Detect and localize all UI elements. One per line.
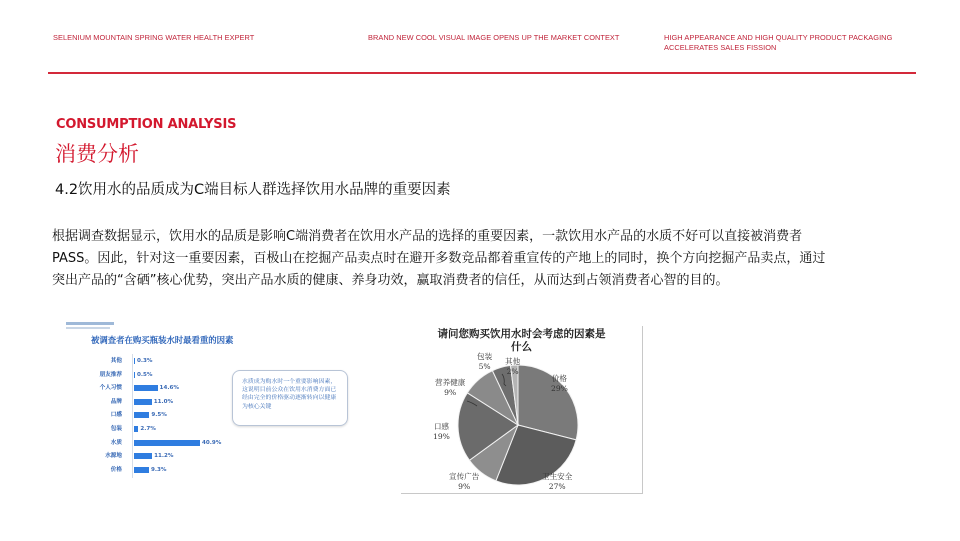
bar-chart-row (60, 438, 360, 449)
section-title-en: CONSUMPTION ANALYSIS (56, 117, 237, 132)
body-line: 根据调查数据显示，饮用水的品质是影响C端消费者在饮用水产品的选择的重要因素，一款饮用水产品的水质不好可以直接被消费者 (52, 229, 803, 244)
bar (134, 372, 135, 378)
bar (134, 467, 149, 473)
bar-label: 水质 (110, 439, 122, 446)
chart-source-caption (66, 322, 114, 325)
bar-value: 11.2% (154, 453, 174, 460)
section-subtitle: 4.2饮用水的品质成为C端目标人群选择饮用水品牌的重要因素 (55, 182, 451, 198)
bar-value: 14.6% (159, 385, 179, 392)
bar-label: 包装 (110, 426, 122, 432)
pie-title-line: 什么 (511, 341, 532, 353)
bar (134, 358, 135, 364)
bar-value: 9.3% (151, 466, 167, 473)
bar-value: 2.7% (140, 426, 156, 432)
pie-data-label: 口感 19% (433, 422, 450, 441)
bar-chart-title: 被调查者在购买瓶装水时最看重的因素 (91, 335, 234, 345)
pie-data-label: 营养健康 9% (435, 378, 466, 397)
bar-label: 品牌 (110, 398, 122, 405)
bar-chart-row (60, 451, 360, 462)
bar-value: 40.9% (202, 439, 222, 446)
bar (134, 426, 138, 432)
header-divider (48, 72, 916, 74)
bar-value: 11.0% (153, 398, 174, 405)
bar-chart-image (60, 318, 360, 493)
chart-source-caption-sub (66, 327, 110, 329)
pie-data-label: 包装 5% (477, 352, 493, 371)
pie-chart-svg (401, 326, 642, 493)
bar-value: 9.5% (151, 412, 167, 419)
pie-title-line: 请问您购买饮用水时会考虑的因素是 (437, 328, 606, 340)
bar (134, 412, 149, 418)
body-paragraph (52, 226, 922, 292)
bar-label: 其他 (110, 358, 122, 364)
bar (134, 385, 158, 391)
header-tagline-3: HIGH APPEARANCE AND HIGH QUALITY PRODUCT PACKAGING ACCELERATES SALES FISSION (664, 33, 893, 52)
bar-label: 口感 (110, 412, 122, 419)
pie-data-label: 宣传广告 9% (449, 472, 480, 491)
body-line: PASS。因此，针对这一重要因素，百极山在挖掘产品卖点时在避开多数竞品都着重宣传的产地上的同时，换个方向挖掘产品卖点，通过 (52, 251, 826, 266)
bar-label: 水源地 (105, 453, 122, 460)
bar (134, 453, 152, 459)
annotation-callout (232, 370, 348, 426)
header-tagline-1: SELENIUM MOUNTAIN SPRING WATER HEALTH EXPERT (53, 33, 255, 42)
bar-chart-row (60, 356, 360, 367)
pie-chart-image (401, 326, 643, 494)
pie-data-label: 其他 2% (505, 357, 521, 376)
section-title-cn: 消费分析 (55, 142, 139, 166)
pie-data-label: 卫生安全 27% (542, 472, 573, 491)
body-line: 突出产品的“含硒”核心优势，突出产品水质的健康、养身功效，赢取消费者的信任，从而达到占领消费者心智的目的。 (52, 273, 729, 288)
bar (134, 399, 152, 405)
bar-chart-row (60, 465, 360, 476)
bar-label: 价格 (110, 466, 122, 473)
header-tagline-2: BRAND NEW COOL VISUAL IMAGE OPENS UP THE MARKET CONTEXT (368, 33, 620, 42)
bar-value: 0.3% (137, 358, 153, 364)
pie-data-label: 价格 29% (551, 374, 568, 393)
bar-label: 个人习惯 (99, 385, 122, 392)
bar-label: 朋友推荐 (99, 371, 122, 378)
annotation-text: 水质成为购水时一个重要影响因素，这说明目前公众在饮用水消费方面已经由完全的价格驱动逐渐转向以健康为核心关键 (242, 379, 337, 410)
bar (134, 440, 200, 446)
bar-value: 0.5% (137, 371, 153, 378)
